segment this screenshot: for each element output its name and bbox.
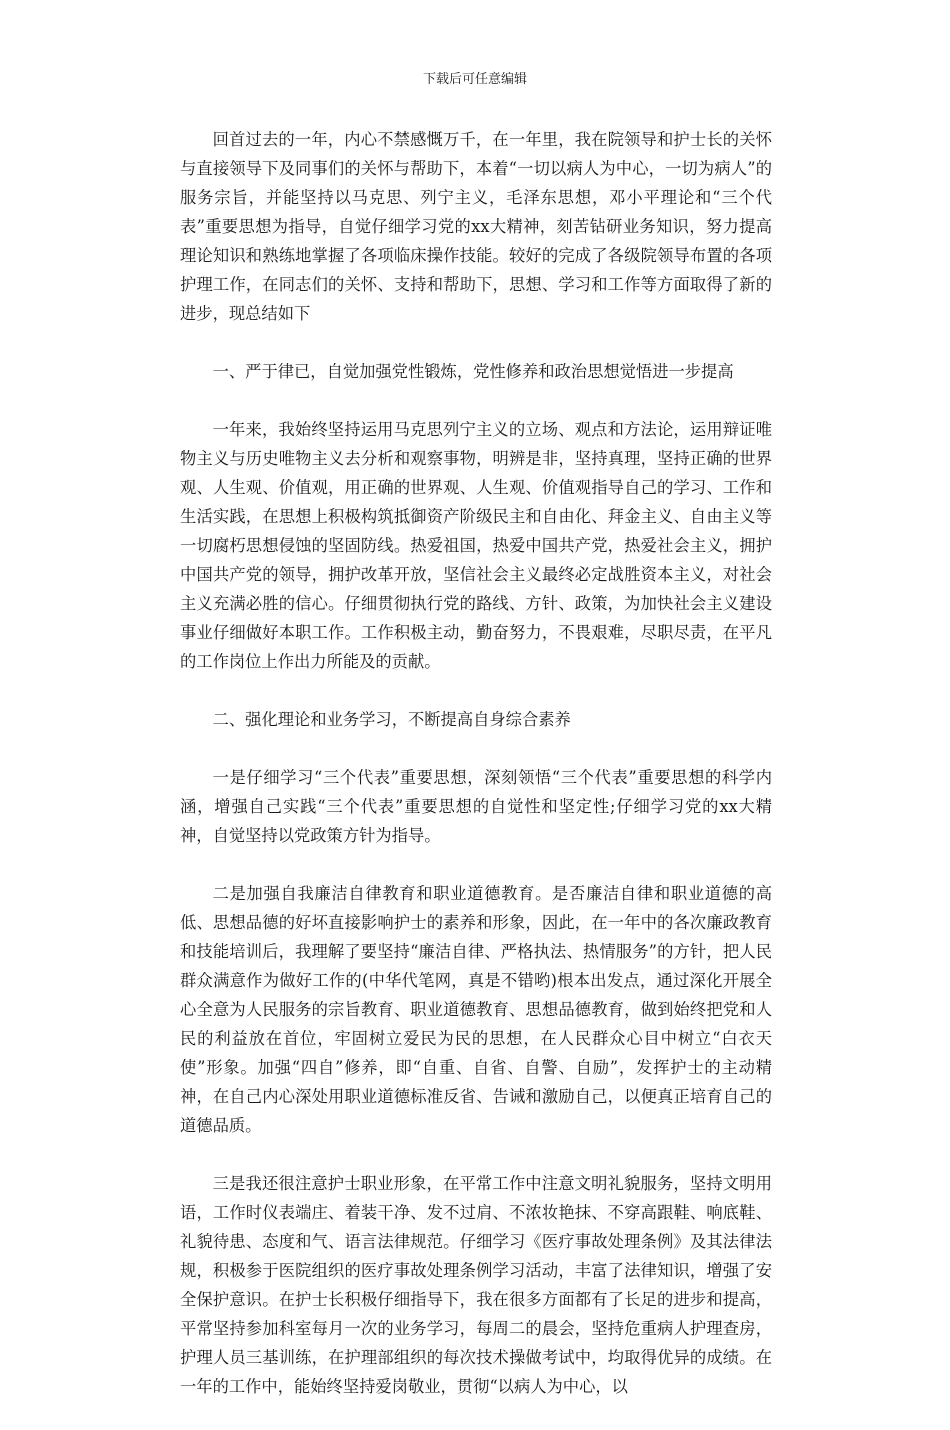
paragraph-point-1: 一是仔细学习“三个代表”重要思想，深刻领悟“三个代表”重要思想的科学内涵，增强自己实践“三个代表”重要思想的自觉性和坚定性;仔细学习党的xx大精神，自觉坚持以党政策方针为指导。 bbox=[180, 768, 772, 845]
paragraph-point-3: 三是我还很注意护士职业形象，在平常工作中注意文明礼貌服务，坚持文明用语，工作时仪表端庄、着装干净、发不过肩、不浓妆艳抹、不穿高跟鞋、响底鞋、礼貌待患、态度和气、语言法律规范。仔细学习《医疗事故处理条例》及其法律法规，积极参于医院组织的医疗事故处理条例学习活动，丰富了法律知识，增强了安全保护意识。在护士长积极仔细指导下，我在很多方面都有了长足的进步和提高，平常坚持参加科室每月一次的业务学习，每周二的晨会，坚持危重病人护理查房，护理人员三基训练，在护理部组织的每次技术操做考试中，均取得优异的成绩。在一年的工作中，能始终坚持爱岗敬业，贯彻“以病人为中心，以 bbox=[180, 1174, 772, 1396]
document-body bbox=[180, 125, 772, 1430]
paragraph-intro: 回首过去的一年，内心不禁感慨万千，在一年里，我在院领导和护士长的关怀与直接领导下及同事们的关怀与帮助下，本着“一切以病人为中心，一切为病人”的服务宗旨，并能坚持以马克思、列宁主义，毛泽东思想，邓小平理论和“三个代表”重要思想为指导，自觉仔细学习党的xx大精神，刻苦钻研业务知识，努力提高理论知识和熟练地掌握了各项临床操作技能。较好的完成了各级院领导布置的各项护理工作，在同志们的关怀、支持和帮助下，思想、学习和工作等方面取得了新的进步，现总结如下 bbox=[180, 130, 772, 323]
section-heading-1: 一、严于律已，自觉加强党性锻炼，党性修养和政治思想觉悟进一步提高 bbox=[212, 362, 734, 381]
paragraph-section-1: 一年来，我始终坚持运用马克思列宁主义的立场、观点和方法论，运用辩证唯物主义与历史唯物主义去分析和观察事物，明辨是非，坚持真理，坚持正确的世界观、人生观、价值观，用正确的世界观、人生观、价值观指导自己的学习、工作和生活实践，在思想上积极构筑抵御资产阶级民主和自由化、拜金主义、自由主义等一切腐朽思想侵蚀的坚固防线。热爱祖国，热爱中国共产党，热爱社会主义，拥护中国共产党的领导，拥护改革开放，坚信社会主义最终必定战胜资本主义，对社会主义充满必胜的信心。仔细贯彻执行党的路线、方针、政策，为加快社会主义建设事业仔细做好本职工作。工作积极主动，勤奋努力，不畏艰难，尽职尽责，在平凡的工作岗位上作出力所能及的贡献。 bbox=[180, 420, 772, 671]
page-header: 下载后可任意编辑 bbox=[422, 72, 527, 87]
section-heading-2: 二、强化理论和业务学习，不断提高自身综合素养 bbox=[212, 710, 571, 729]
paragraph-point-2: 二是加强自我廉洁自律教育和职业道德教育。是否廉洁自律和职业道德的高低、思想品德的好坏直接影响护士的素养和形象，因此，在一年中的各次廉政教育和技能培训后，我理解了要坚持“廉洁自律、严格执法、热情服务”的方针，把人民群众满意作为做好工作的(中华代笔网，真是不错哟)根本出发点，通过深化开展全心全意为人民服务的宗旨教育、职业道德教育、思想品德教育，做到始终把党和人民的利益放在首位，牢固树立爱民为民的思想，在人民群众心目中树立“白衣天使”形象。加强“四自”修养，即“自重、自省、自警、自励”，发挥护士的主动精神，在自己内心深处用职业道德标准反省、告诫和激励自己，以便真正培育自己的道德品质。 bbox=[180, 884, 772, 1135]
